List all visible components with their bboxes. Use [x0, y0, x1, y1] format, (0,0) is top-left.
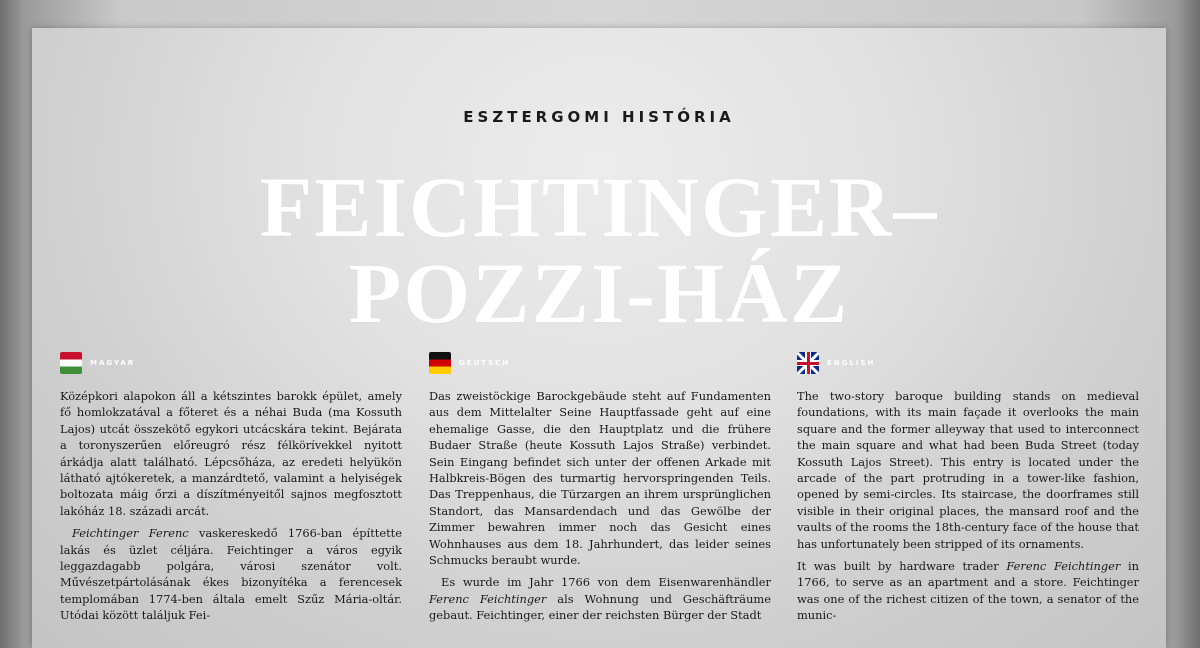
lang-label: ENGLISH	[827, 359, 876, 367]
paragraph	[797, 558, 1139, 624]
column-german	[429, 388, 771, 630]
lang-label: DEUTSCH	[459, 359, 511, 367]
emphasis-name: Ferenc Feichtinger	[429, 591, 547, 606]
paragraph: Das zweistöckige Barockgebäude steht auf Fundamenten aus dem Mittelalter Seine Hauptfassade geht auf eine ehemalige Gasse, die den Hauptplatz und die frühere Budaer Straße (heute Kossuth Lajos Straße) verbindet. Sein Eingang befindet sich unter der offenen Arkade mit Halbkreis-Bögen des turmartig hervorspringenden Teils. Das Treppenhaus, die Türzargen an ihrem ursprünglichen Standort, das Mansardendach und das Gewölbe der Zimmer bewahren immer noch das Gesicht eines Wohnhauses aus dem 18. Jahrhundert, das leider seines Schmucks beraubt wurde.	[429, 389, 771, 568]
paragraph	[429, 574, 771, 623]
emphasis-name: Ferenc Feichtinger	[1006, 559, 1121, 574]
lang-label: MAGYAR	[90, 359, 136, 367]
lang-header-hungarian	[60, 352, 135, 374]
column-english	[797, 388, 1139, 630]
paragraph	[60, 525, 402, 623]
paragraph-text-pre: Es wurde im Jahr 1766 von dem Eisenwarenhändler	[441, 575, 771, 590]
paragraph-text: in 1766, to serve as an apartment and a store. Feichtinger was one of the richest citizen of the town, a senator of the munic-	[797, 559, 1139, 623]
paragraph: Középkori alapokon áll a kétszintes barokk épület, amely fő homlokzatával a főteret és a néhai Buda (ma Kossuth Lajos) utcát összekötő egykori utcácskára tekint. Bejárata a toronyszerűen előreugró rész félkörívekkel nyitott árkádja alatt található. Lépcsőháza, az eredeti helyükön látható ajtókeretek, a manzárdtető, valamint a helyiségek boltozata máig őrzi a díszítményeitől sajnos megfosztott lakóház 18. századi arcát.	[60, 389, 402, 518]
article-title-line-1: FEICHTINGER–	[259, 159, 939, 255]
germany-flag-icon	[429, 352, 451, 374]
uk-flag-icon	[797, 352, 819, 374]
paragraph-text: vaskereskedő 1766-ban építtette lakás és üzlet céljára. Feichtinger a város egyik leggazdagabb polgára, városi szenátor volt. Művészetpártolásának ékes bizonyítéka a ferencesek templomában 1774-ben általa emelt Szűz Mária-oltár. Utódai között találjuk Fei-	[60, 526, 402, 623]
hungary-flag-icon	[60, 352, 82, 374]
section-kicker: ESZTERGOMI HISTÓRIA	[463, 108, 735, 126]
paragraph: The two-story baroque building stands on medieval foundations, with its main façade it overlooks the main square and the former alleyway that used to interconnect the main square and what had been Buda Street (today Kossuth Lajos Street). This entry is located under the arcade of the part protruding in a tower-like fashion, opened by semi-circles. Its staircase, the doorframes still visible in their original places, the mansard roof and the vaults of the rooms the 18th-century face of the house that has unfortunately been stripped of its ornaments.	[797, 389, 1139, 551]
column-hungarian	[60, 388, 402, 630]
emphasis-name: Feichtinger Ferenc	[72, 526, 189, 541]
article-title-line-2: POZZI-HÁZ	[348, 245, 850, 341]
lang-header-german	[429, 352, 510, 374]
paragraph-text-pre: It was built by hardware trader	[797, 559, 1007, 574]
lang-header-english	[797, 352, 875, 374]
paragraph-text: als Wohnung und Geschäfträume gebaut. Feichtinger, einer der reichsten Bürger der Stadt	[429, 591, 771, 623]
